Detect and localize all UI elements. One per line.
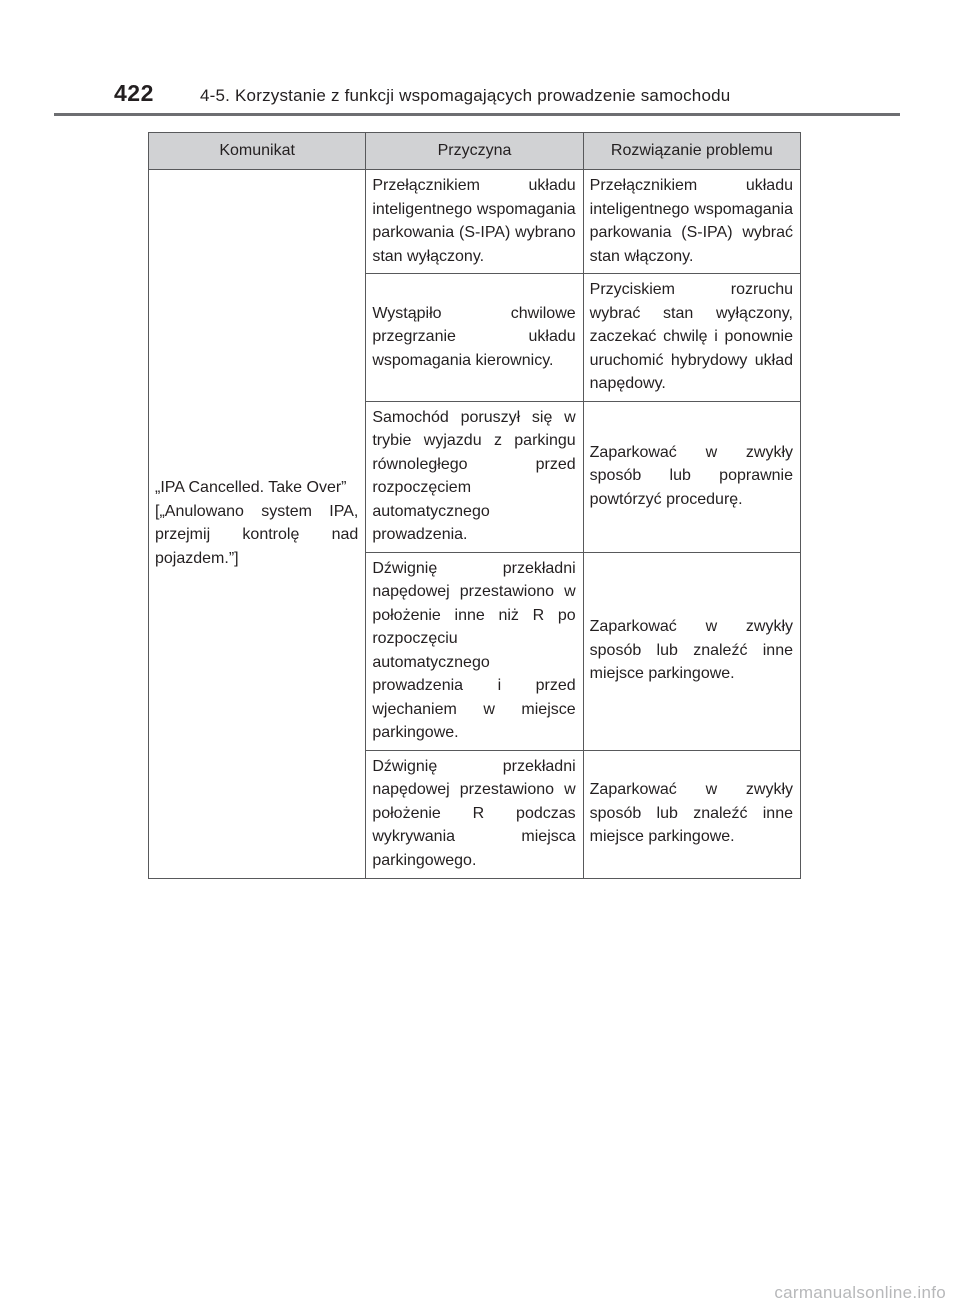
message-text: „IPA Cancelled. Take Over” — [155, 479, 347, 497]
solution-cell: Przełącznikiem układu inteligentnego wspomagania parkowania (S-IPA) wybrać stan włączony. — [583, 170, 800, 274]
page-number: 422 — [114, 80, 154, 106]
watermark: carmanualsonline.info — [774, 1283, 946, 1302]
cause-cell: Samochód poruszył się w trybie wyjazdu z parkingu równoległego przed rozpoczęciem automatycznego prowadzenia. — [366, 401, 583, 552]
solution-cell: Zaparkować w zwykły sposób lub znaleźć inne miejsce parkingowe. — [583, 750, 800, 878]
cause-cell: Wystąpiło chwilowe przegrzanie układu wspomagania kierownicy. — [366, 274, 583, 402]
cause-cell: Przełącznikiem układu inteligentnego wspomagania parkowania (S-IPA) wybrano stan wyłączony. — [366, 170, 583, 274]
solution-cell: Przyciskiem rozruchu wybrać stan wyłączony, zaczekać chwilę i ponownie uruchomić hybrydowy układ napędowy. — [583, 274, 800, 402]
header-divider — [54, 113, 900, 116]
column-header-message: Komunikat — [149, 133, 366, 170]
cause-cell: Dźwignię przekładni napędowej przestawiono w położenie R podczas wykrywania miejsca parkingowego. — [366, 750, 583, 878]
solution-cell: Zaparkować w zwykły sposób lub znaleźć inne miejsce parkingowe. — [583, 552, 800, 750]
page-header — [0, 0, 960, 118]
solution-cell: Zaparkować w zwykły sposób lub poprawnie powtórzyć procedurę. — [583, 401, 800, 552]
table-header-row — [149, 133, 801, 170]
cause-cell: Dźwignię przekładni napędowej przestawiono w położenie inne niż R po rozpoczęciu automatycznego prowadzenia i przed wjechaniem w miejsce parkingowe. — [366, 552, 583, 750]
section-title: 4-5. Korzystanie z funkcji wspomagających prowadzenie samochodu — [200, 86, 731, 105]
message-translation: [„Anulowano system IPA, przejmij kontrolę nad pojazdem.”] — [155, 502, 359, 567]
column-header-solution: Rozwiązanie problemu — [583, 133, 800, 170]
column-header-cause: Przyczyna — [366, 133, 583, 170]
table-row — [149, 170, 801, 274]
message-cell — [149, 170, 366, 879]
message-table — [148, 132, 801, 879]
